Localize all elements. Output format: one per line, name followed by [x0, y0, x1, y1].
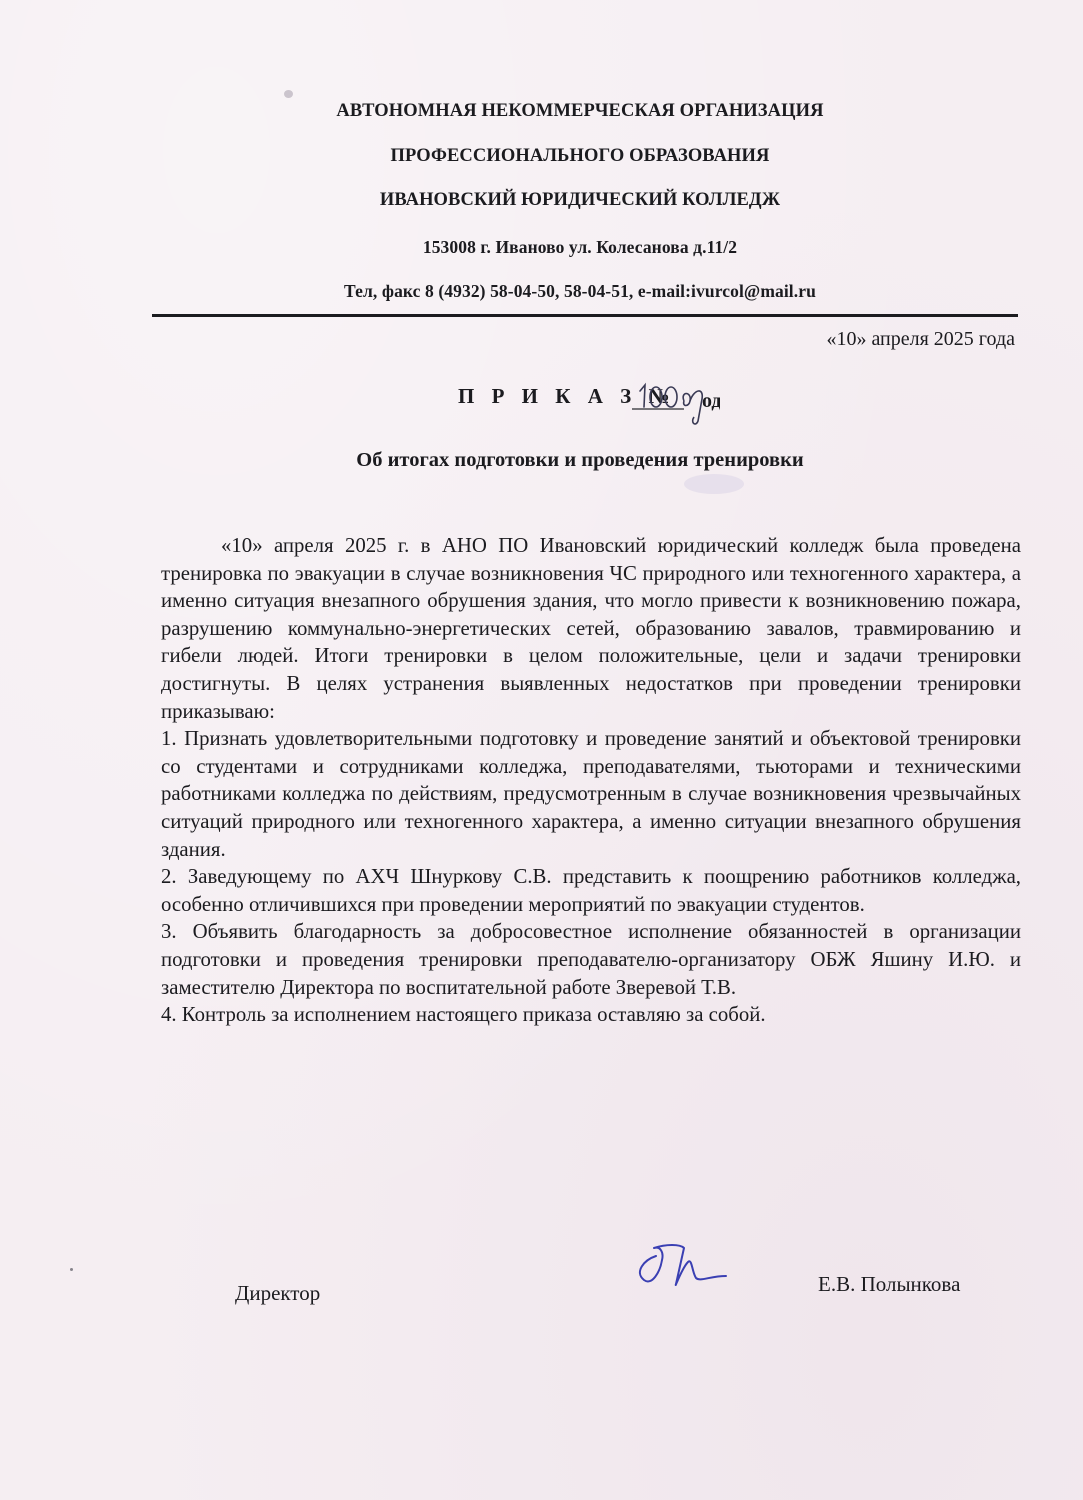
- order-title: П Р И К А З №: [458, 384, 676, 408]
- org-name-line-2: ПРОФЕССИОНАЛЬНОГО ОБРАЗОВАНИЯ: [390, 146, 770, 166]
- body-item-3: 3. Объявить благодарность за добросовестное исполнение обязанностей в организации подготовки и проведения тренировки преподавателю-организатору ОБЖ Яшину И.Ю. и заместителю Директора по воспитательной работе Зверевой Т.В.: [161, 920, 1021, 999]
- order-subject: Об итогах подготовки и проведения тренировки: [356, 449, 804, 471]
- signatory-name: Е.В. Полынкова: [818, 1272, 961, 1296]
- scan-speck: [684, 474, 744, 494]
- body-item-4: 4. Контроль за исполнением настоящего приказа оставляю за собой.: [161, 1003, 766, 1027]
- svg-text:од: од: [702, 390, 720, 412]
- body-item-1: 1. Признать удовлетворительными подготовку и проведение занятий и объектовой тренировки со студентами и сотрудниками колледжа, преподавателями, тьюторами и техническими работниками колледжа по действиям, предусмотренным в случае возникновения чрезвычайных ситуаций природного или техногенного характера, а именно ситуации внезапного обрушения здания.: [161, 727, 1021, 861]
- scan-speck: [70, 1268, 73, 1271]
- org-name-line-3: ИВАНОВСКИЙ ЮРИДИЧЕСКИЙ КОЛЛЕДЖ: [379, 190, 781, 210]
- org-address: 153008 г. Иваново ул. Колесанова д.11/2: [422, 237, 738, 257]
- order-date: «10» апреля 2025 года: [826, 328, 1015, 350]
- scan-speck: [284, 90, 293, 98]
- org-name-line-1: АВТОНОМНАЯ НЕКОММЕРЧЕСКАЯ ОРГАНИЗАЦИЯ: [336, 101, 824, 121]
- body-intro-paragraph: «10» апреля 2025 г. в АНО ПО Ивановский юридический колледж была проведена тренировка по эвакуации в случае возникновения ЧС природного или техногенного характера, а именно ситуация внезапного обрушения здания, что могло привести к возникновению пожара, разрушению коммунально-энергетических сетей, образованию завалов, травмированию и гибели людей. Итоги тренировки в целом положительные, цели и задачи тренировки достигнуты. В целях устранения выявленных недостатков при проведении тренировки приказываю:: [161, 534, 1021, 723]
- org-contacts: Тел, факс 8 (4932) 58-04-50, 58-04-51, e-mail:ivurcol@mail.ru: [344, 281, 816, 301]
- body-item-2: 2. Заведующему по АХЧ Шнуркову С.В. представить к поощрению работников колледжа, особенно отличившихся при проведении мероприятий по эвакуации студентов.: [161, 865, 1021, 916]
- handwritten-signature: [626, 1238, 736, 1300]
- order-number: [632, 379, 720, 429]
- order-body: [161, 532, 1021, 1029]
- header-divider: [152, 314, 1018, 317]
- signatory-role: Директор: [235, 1281, 321, 1305]
- handwritten-order-number: [632, 379, 720, 429]
